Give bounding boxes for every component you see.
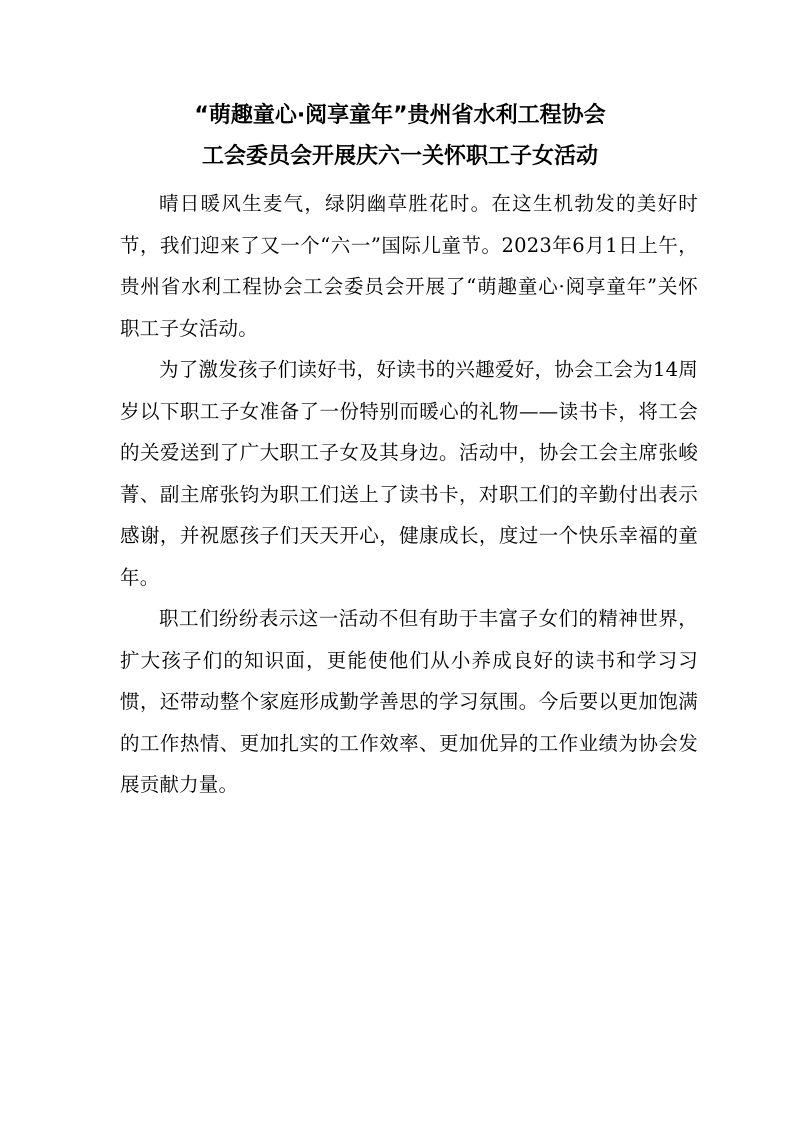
paragraph-1: 晴日暖风生麦气，绿阴幽草胜花时。在这生机勃发的美好时节，我们迎来了又一个“六一”国际儿童节。2023年6月1日上午，贵州省水利工程协会工会委员会开展了“萌趣童心·阅享童年”关怀职工子女活动。 (120, 192, 698, 340)
document-title-line-1: “萌趣童心·阅享童年”贵州省水利工程协会 (194, 103, 606, 128)
document-body (120, 183, 698, 806)
document-title-line-2: 工会委员会开展庆六一关怀职工子女活动 (201, 144, 598, 169)
paragraph-2: 为了激发孩子们读好书，好读书的兴趣爱好，协会工会为14周岁以下职工子女准备了一份特别而暖心的礼物——读书卡，将工会的关爱送到了广大职工子女及其身边。活动中，协会工会主席张峻菁、副主席张钧为职工们送上了读书卡，对职工们的辛勤付出表示感谢，并祝愿孩子们天天开心，健康成长，度过一个快乐幸福的童年。 (120, 358, 698, 589)
paragraph-3: 职工们纷纷表示这一活动不但有助于丰富子女们的精神世界，扩大孩子们的知识面，更能使他们从小养成良好的读书和学习习惯，还带动整个家庭形成勤学善思的学习氛围。今后要以更加饱满的工作热情、更加扎实的工作效率、更加优异的工作业绩为协会发展贡献力量。 (120, 607, 698, 796)
